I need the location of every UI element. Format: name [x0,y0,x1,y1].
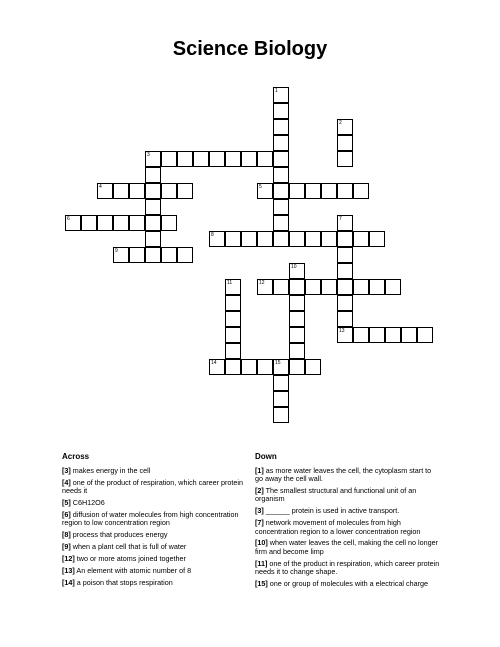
crossword-cell[interactable] [129,215,145,231]
crossword-cell[interactable] [337,279,353,295]
crossword-cell[interactable] [81,215,97,231]
crossword-cell[interactable] [145,199,161,215]
across-clue: [6] diffusion of water molecules from high concentration region to low concentration region [62,509,239,528]
crossword-cell[interactable] [353,183,369,199]
crossword-cell[interactable] [225,151,241,167]
clue-number: 12 [259,280,265,286]
crossword-cell[interactable] [273,119,289,135]
crossword-cell[interactable] [337,151,353,167]
across-clue: [14] a poison that stops respiration [62,577,173,587]
crossword-cell[interactable] [337,263,353,279]
crossword-cell[interactable] [273,167,289,183]
across-clue: [13] An element with atomic number of 8 [62,565,192,575]
across-clue: [8] process that produces energy [62,530,168,540]
crossword-cell[interactable] [257,279,273,295]
crossword-cell[interactable] [353,279,369,295]
down-clue-list [255,467,440,592]
crossword-cell[interactable] [273,183,289,199]
crossword-cell[interactable] [337,215,353,231]
clue-number: 4 [99,184,102,190]
crossword-cell[interactable] [129,247,145,263]
crossword-cell[interactable] [273,279,289,295]
crossword-cell[interactable] [129,183,145,199]
across-clue-list [62,467,247,591]
crossword-cell[interactable] [369,279,385,295]
crossword-cell[interactable] [161,151,177,167]
crossword-cell[interactable] [273,231,289,247]
crossword-cell[interactable] [369,327,385,343]
across-clue: [4] one of the product of respiration, which career protein needs it [62,477,243,496]
crossword-cell[interactable] [321,183,337,199]
crossword-cell[interactable] [225,279,241,295]
crossword-cell[interactable] [305,279,321,295]
across-clue: [3] makes energy in the cell [62,466,151,475]
clue-number: 2 [339,120,342,126]
down-clue: [11] one of the product in respiration, which career protein needs it to change shape. [255,558,440,576]
crossword-cell[interactable] [113,247,129,263]
crossword-cell[interactable] [337,295,353,311]
clue-number: 13 [339,328,345,334]
across-heading: Across [62,452,90,461]
clue-number: 9 [115,248,118,254]
crossword-cell[interactable] [337,231,353,247]
crossword-cell[interactable] [113,183,129,199]
crossword-cell[interactable] [177,183,193,199]
clue-number: 11 [227,280,233,286]
down-clue: [2] The smallest structural and functional unit of an organism [255,486,417,504]
clue-number: 3 [147,152,150,158]
crossword-cell[interactable] [225,327,241,343]
crossword-cell[interactable] [305,359,321,375]
crossword-cell[interactable] [337,247,353,263]
crossword-cell[interactable] [289,231,305,247]
crossword-cell[interactable] [273,359,289,375]
crossword-cell[interactable] [225,295,241,311]
crossword-cell[interactable] [289,311,305,327]
crossword-cell[interactable] [273,215,289,231]
crossword-cell[interactable] [257,231,273,247]
crossword-cell[interactable] [161,183,177,199]
crossword-cell[interactable] [145,231,161,247]
crossword-cell[interactable] [209,231,225,247]
down-clue: [3] ______ protein is used in active transport. [255,506,400,516]
crossword-cell[interactable] [385,327,401,343]
crossword-cell[interactable] [225,311,241,327]
crossword-cell[interactable] [353,231,369,247]
clue-number: 6 [67,216,70,222]
crossword-cell[interactable] [97,215,113,231]
crossword-cell[interactable] [321,231,337,247]
down-clue: [7] network movement of molecules from high concentration region to a lower concentration region [255,518,421,536]
crossword-cell[interactable] [337,119,353,135]
crossword-cell[interactable] [337,311,353,327]
crossword-cell[interactable] [273,135,289,151]
across-clue: [5] C6H12O6 [62,498,105,508]
clue-number: 8 [211,232,214,238]
crossword-cell[interactable] [337,135,353,151]
crossword-cell[interactable] [273,407,289,423]
across-clue: [9] when a plant cell that is full of water [62,542,187,552]
across-clue: [12] two or more atoms joined together [62,553,186,563]
crossword-cell[interactable] [113,215,129,231]
crossword-cell[interactable] [241,231,257,247]
crossword-cell[interactable] [273,375,289,391]
crossword-cell[interactable] [225,359,241,375]
clue-number: 10 [291,264,297,270]
crossword-cell[interactable] [241,359,257,375]
crossword-cell[interactable] [289,359,305,375]
clue-number: 1 [275,88,278,94]
clue-number: 5 [259,184,262,190]
crossword-cell[interactable] [225,343,241,359]
crossword-cell[interactable] [337,183,353,199]
crossword-cell[interactable] [97,183,113,199]
crossword-cell[interactable] [417,327,433,343]
crossword-cell[interactable] [273,151,289,167]
clue-number: 14 [211,360,217,366]
crossword-cell[interactable] [257,151,273,167]
crossword-cell[interactable] [321,279,337,295]
clue-number: 7 [339,216,342,222]
down-clue: [15] one or group of molecules with a electrical charge [255,578,429,588]
crossword-cell[interactable] [145,151,161,167]
crossword-cell[interactable] [289,183,305,199]
crossword-cell[interactable] [65,215,81,231]
crossword-cell[interactable] [145,215,161,231]
crossword-cell[interactable] [305,231,321,247]
crossword-cell[interactable] [305,183,321,199]
down-clue: [10] when water leaves the cell, making the cell no longer firm and become limp [255,538,438,556]
crossword-cell[interactable] [225,231,241,247]
crossword-cell[interactable] [289,263,305,279]
crossword-cell[interactable] [289,279,305,295]
crossword-cell[interactable] [369,231,385,247]
clue-number: 15 [275,360,281,366]
down-clue: [1] as more water leaves the cell, the cytoplasm start to go away the cell wall. [255,466,432,484]
crossword-cell[interactable] [145,167,161,183]
page-title: Science Biology [172,38,328,60]
crossword-cell[interactable] [241,151,257,167]
down-heading: Down [255,452,277,461]
crossword-cell[interactable] [257,359,273,375]
crossword-cell[interactable] [273,103,289,119]
crossword-cell[interactable] [161,247,177,263]
crossword-cell[interactable] [209,359,225,375]
crossword-cell[interactable] [145,183,161,199]
crossword-cell[interactable] [193,151,209,167]
crossword-cell[interactable] [161,215,177,231]
crossword-cell[interactable] [209,151,225,167]
crossword-cell[interactable] [401,327,417,343]
crossword-cell[interactable] [353,327,369,343]
crossword-cell[interactable] [177,151,193,167]
crossword-cell[interactable] [257,183,273,199]
crossword-cell[interactable] [289,327,305,343]
crossword-cell[interactable] [145,247,161,263]
crossword-cell[interactable] [273,199,289,215]
crossword-cell[interactable] [177,247,193,263]
crossword-cell[interactable] [273,87,289,103]
crossword-cell[interactable] [289,295,305,311]
crossword-cell[interactable] [385,279,401,295]
crossword-cell[interactable] [273,391,289,407]
crossword-cell[interactable] [289,343,305,359]
crossword-cell[interactable] [337,327,353,343]
